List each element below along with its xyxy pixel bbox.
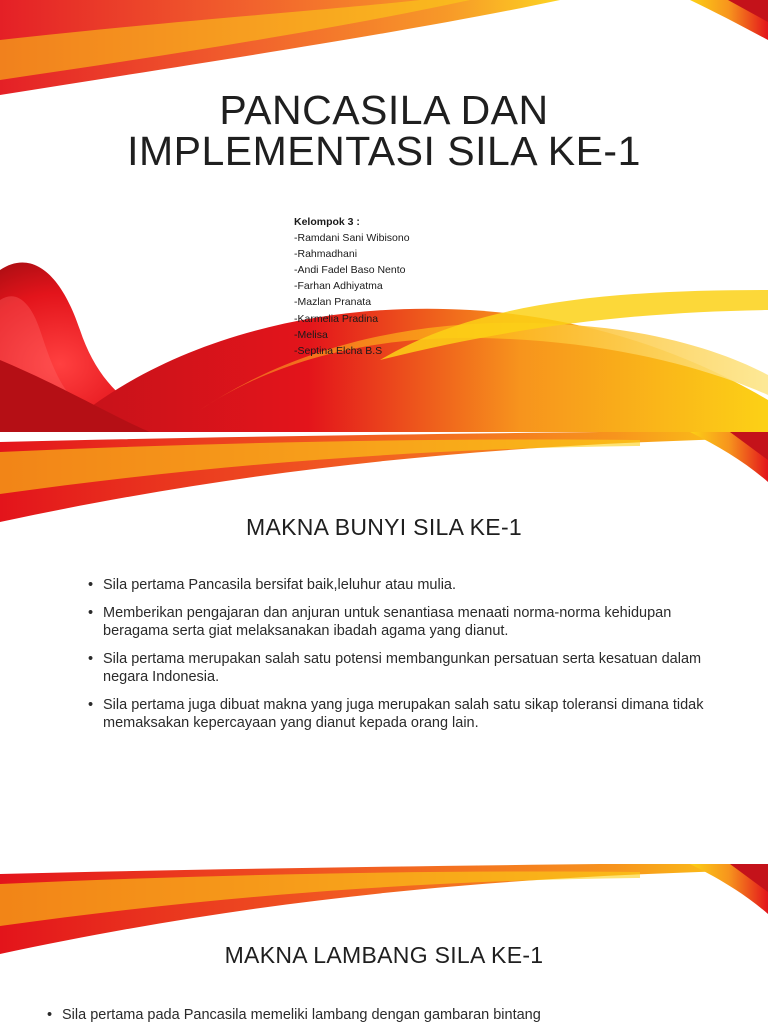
member-name: -Rahmadhani xyxy=(294,248,358,261)
slide-heading: MAKNA BUNYI SILA KE-1 xyxy=(245,514,522,540)
bullet-item: • Sila pertama pada Pancasila memeliki lambang dengan gambaran bintang xyxy=(47,1006,727,1024)
title-slide xyxy=(0,0,768,432)
member-name: -Mazlan Pranata xyxy=(294,296,372,309)
bullet-list xyxy=(47,1006,727,1024)
bullet-item: • Sila pertama juga dibuat makna yang juga merupakan salah satu sikap toleransi dimana tidak memaksakan kepercayaan yang dianut kepada orang lain. xyxy=(88,696,728,733)
member-name: -Melisa xyxy=(294,328,328,341)
title-line-1: PANCASILA DAN xyxy=(219,87,549,133)
content-slide-makna-bunyi xyxy=(0,432,768,864)
title-line-2: IMPLEMENTASI SILA KE-1 xyxy=(127,128,641,174)
group-members xyxy=(294,214,410,359)
member-name: -Farhan Adhiyatma xyxy=(294,280,383,293)
group-heading: Kelompok 3 : xyxy=(294,216,360,228)
member-name: -Andi Fadel Baso Nento xyxy=(294,264,406,277)
content-slide-makna-lambang xyxy=(0,864,768,1024)
member-name: -Ramdani Sani Wibisono xyxy=(294,232,410,245)
member-name: -Karmelia Pradina xyxy=(294,312,379,325)
bullet-item: • Sila pertama Pancasila bersifat baik,leluhur atau mulia. xyxy=(88,576,728,595)
slide-heading: MAKNA LAMBANG SILA KE-1 xyxy=(224,942,544,968)
bullet-list xyxy=(88,576,728,742)
bullet-item: • Memberikan pengajaran dan anjuran untuk senantiasa menaati norma-norma kehidupan beragama serta giat melaksanakan ibadah agama yang dianut. xyxy=(88,604,728,641)
member-name: -Septina Elcha B.S xyxy=(294,344,383,357)
presentation-title xyxy=(0,87,768,174)
bullet-item: • Sila pertama merupakan salah satu potensi membangunkan persatuan serta kesatuan dalam negara Indonesia. xyxy=(88,650,728,687)
